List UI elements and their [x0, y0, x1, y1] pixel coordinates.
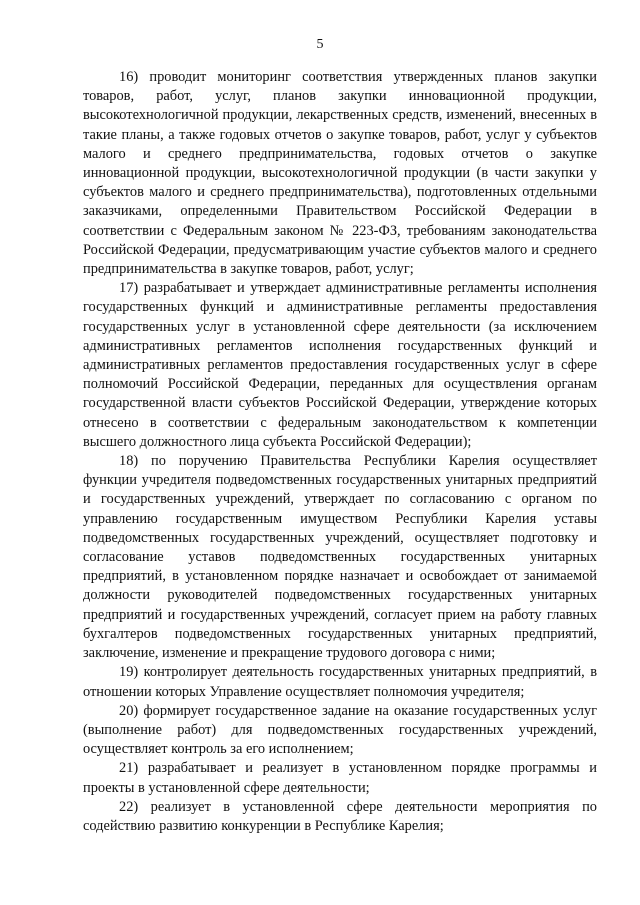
page-number: 5 [316, 37, 324, 52]
paragraph-21: 21) разрабатывает и реализует в установленном порядке программы и проекты в установленной сфере деятельности; [83, 760, 597, 796]
document-body [83, 68, 597, 836]
paragraph-17: 17) разрабатывает и утверждает административные регламенты исполнения государственных функций и административные регламенты предоставления государственных услуг в установленной сфере деятельности (за исключением административных регламентов исполнения государственных функций и административных регламентов предоставления государственных услуг в сфере полномочий Российской Федерации, переданных для осуществления органам государственной власти субъектов Российской Федерации, утверждение которых отнесено в соответствии с федеральным законодательством к компетенции высшего должностного лица субъекта Российской Федерации); [83, 280, 597, 450]
paragraph-18: 18) по поручению Правительства Республики Карелия осуществляет функции учредителя подведомственных государственных унитарных предприятий и государственных учреждений, утверждает по согласованию с органом по управлению государственным имуществом Республики Карелия уставы подведомственных государственных учреждений, осуществляет подготовку и согласование уставов подведомственных государственных унитарных предприятий, в установленном порядке назначает и освобождает от занимаемой должности руководителей подведомственных государственных унитарных предприятий и государственных учреждений, согласует прием на работу главных бухгалтеров подведомственных государственных унитарных предприятий, заключение, изменение и прекращение трудового договора с ними; [83, 453, 597, 662]
paragraph-19: 19) контролирует деятельность государственных унитарных предприятий, в отношении которых Управление осуществляет полномочия учредителя; [83, 664, 597, 700]
paragraph-22: 22) реализует в установленной сфере деятельности мероприятия по содействию развитию конкуренции в Республике Карелия; [83, 798, 597, 834]
paragraph-16: 16) проводит мониторинг соответствия утвержденных планов закупки товаров, работ, услуг, планов закупки инновационной продукции, высокотехнологичной продукции, лекарственных средств, изменений, внесенных в такие планы, а также годовых отчетов о закупке товаров, работ, услуг у субъектов малого и среднего предпринимательства, годовых отчетов о закупке инновационной продукции, высокотехнологичной продукции (в части закупки у субъектов малого и среднего предпринимательства), подготовленных отдельными заказчиками, определенными Правительством Российской Федерации в соответствии с Федеральным законом № 223-ФЗ, требованиям законодательства Российской Федерации, предусматривающим участие субъектов малого и среднего предпринимательства в закупке товаров, работ, услуг; [83, 69, 597, 278]
paragraph-20: 20) формирует государственное задание на оказание государственных услуг (выполнение работ) для подведомственных государственных учреждений, осуществляет контроль за его исполнением; [83, 702, 597, 758]
